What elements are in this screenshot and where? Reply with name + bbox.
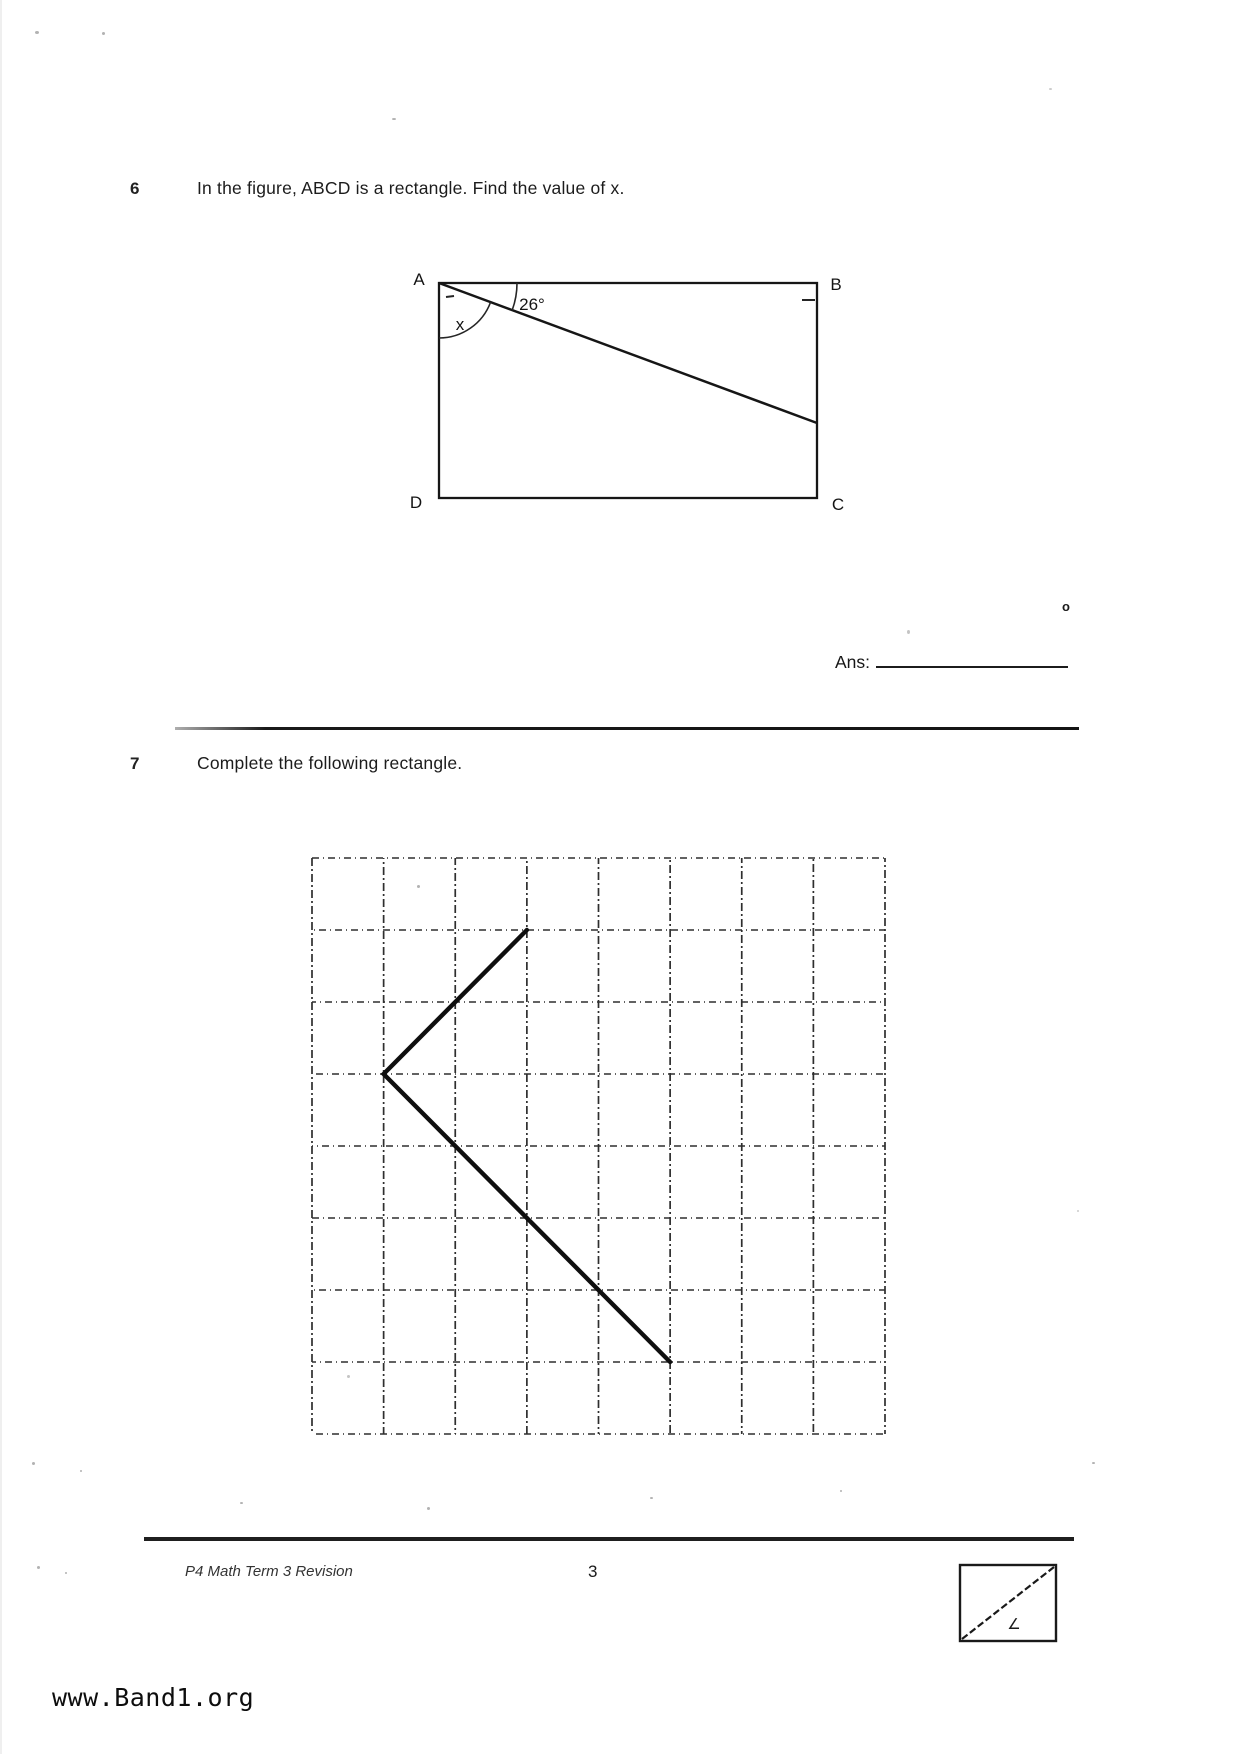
degree-unit-mark: o — [1062, 599, 1070, 614]
diagonal-a-to-bc — [439, 283, 817, 423]
footer-logo — [952, 1555, 1067, 1650]
scan-speck — [392, 118, 396, 120]
vertex-label-d: D — [409, 493, 423, 512]
corner-a-mark — [446, 296, 454, 297]
footer-rule — [144, 1537, 1074, 1541]
scan-speck — [427, 1507, 430, 1510]
question-6-prompt: In the figure, ABCD is a rectangle. Find the value of x. — [197, 178, 625, 198]
footer-doc-title: P4 Math Term 3 Revision — [185, 1563, 353, 1580]
scan-speck — [1049, 88, 1052, 90]
question-6-figure — [372, 240, 882, 525]
scan-speck — [37, 1566, 40, 1569]
section-divider — [175, 727, 1079, 730]
answer-row — [835, 652, 1068, 673]
scan-speck — [650, 1497, 653, 1499]
scan-speck — [907, 630, 910, 634]
scan-speck — [240, 1502, 243, 1504]
logo-angle-icon: ∠ — [1007, 1615, 1021, 1633]
angle-value-label: 26° — [519, 295, 545, 314]
scan-speck — [65, 1572, 67, 1574]
scan-speck — [1077, 1210, 1079, 1212]
scan-speck — [840, 1490, 842, 1492]
scan-speck — [1092, 1462, 1095, 1464]
answer-blank-line — [876, 666, 1068, 668]
vertex-label-c: C — [831, 495, 845, 514]
answer-label: Ans: — [835, 652, 871, 672]
scan-speck — [32, 1462, 35, 1465]
site-watermark: www.Band1.org — [52, 1683, 255, 1712]
question-7-number: 7 — [130, 754, 140, 773]
scan-speck — [80, 1470, 82, 1472]
angle-arc-x — [439, 302, 491, 338]
question-6-number: 6 — [130, 179, 140, 198]
scan-speck — [35, 31, 39, 34]
unknown-angle-label: x — [455, 315, 465, 334]
question-7-prompt: Complete the following rectangle. — [197, 753, 463, 773]
angle-arc-26 — [512, 283, 517, 310]
footer-page-number: 3 — [588, 1562, 598, 1581]
question-7-grid-figure — [302, 848, 902, 1448]
scan-speck — [102, 32, 105, 35]
rectangle-abcd — [439, 283, 817, 498]
vertex-label-b: B — [830, 275, 842, 294]
vertex-label-a: A — [413, 270, 425, 289]
